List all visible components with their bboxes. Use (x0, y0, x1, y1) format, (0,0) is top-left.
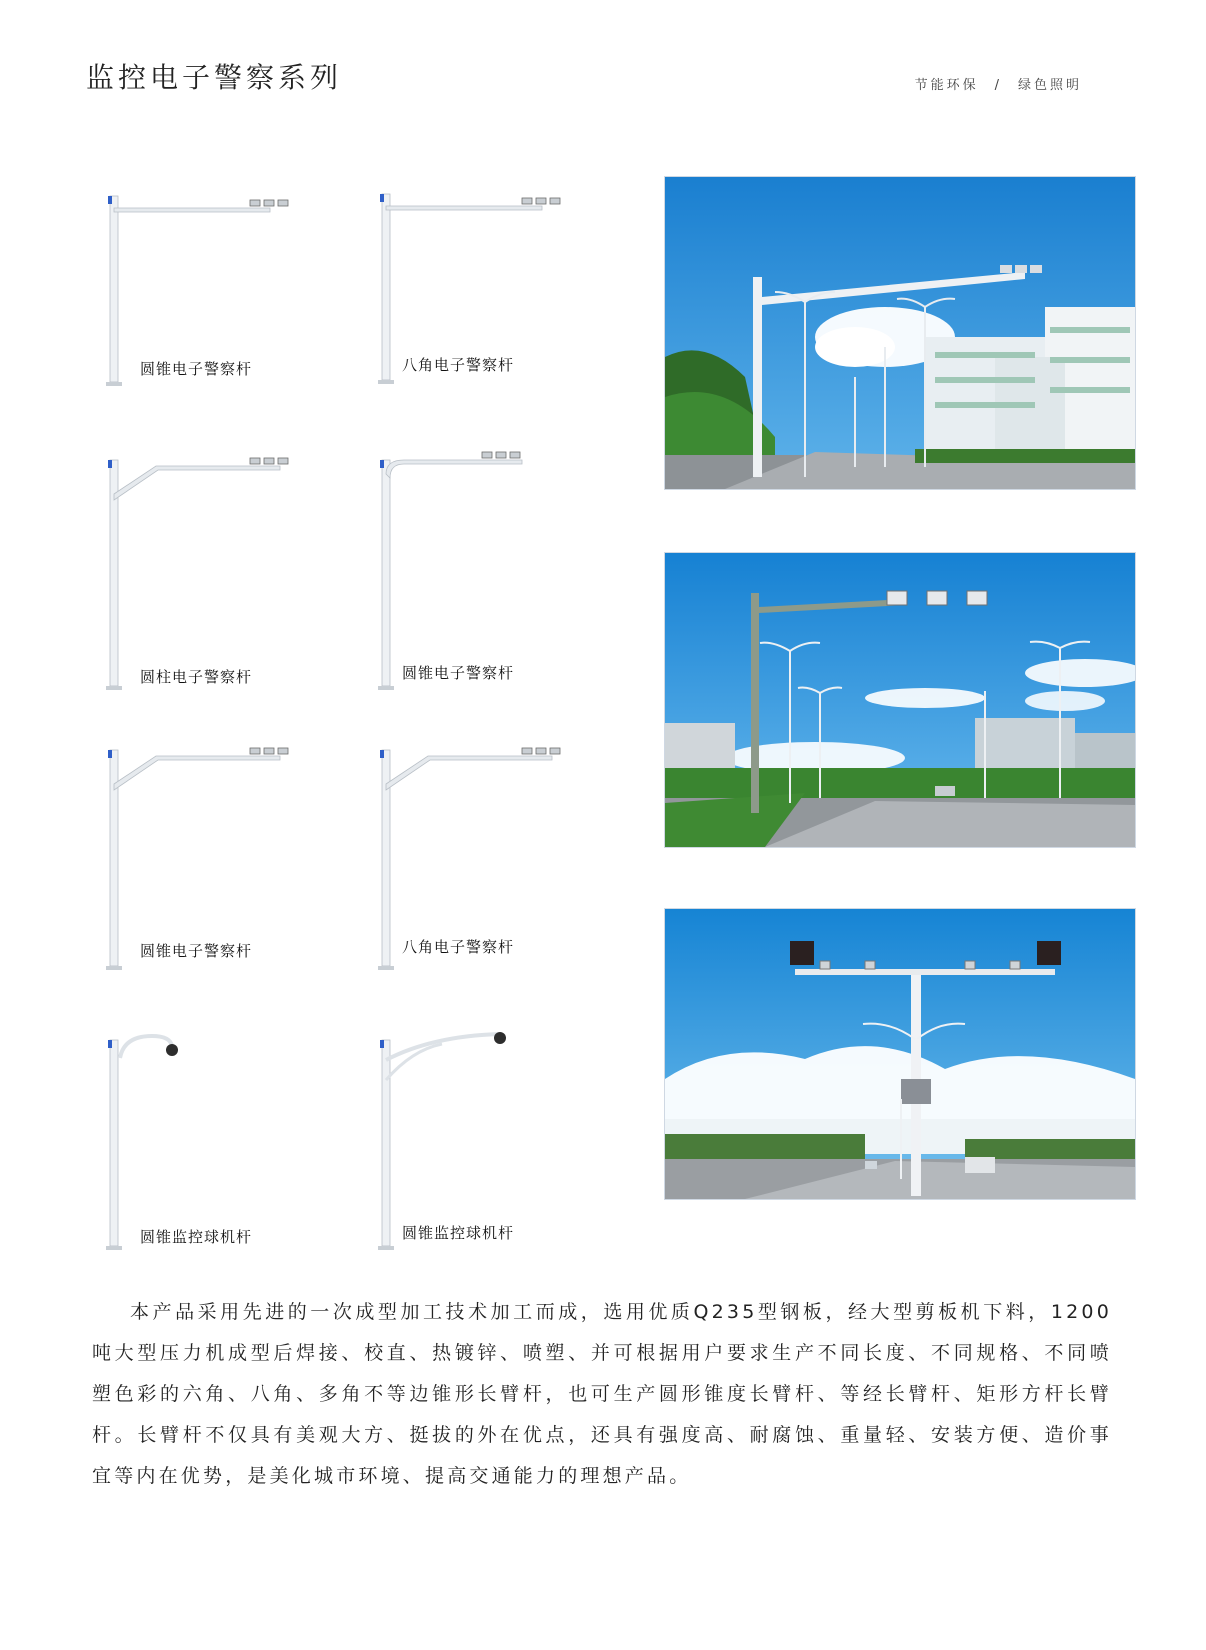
pole-item (372, 740, 612, 980)
pole-item (100, 1030, 340, 1260)
pole-item (372, 184, 612, 394)
photo-street-t-gantry (664, 908, 1136, 1200)
pole-drawing (100, 450, 340, 700)
pole-label: 圆锥电子警察杆 (402, 664, 515, 682)
page-title: 监控电子警察系列 (86, 61, 343, 94)
page-slogan: 节能环保 / 绿色照明 (914, 78, 1082, 93)
pole-label: 圆锥监控球机杆 (140, 1228, 253, 1246)
product-description-text: 本产品采用先进的一次成型加工技术加工而成，选用优质Q235型钢板，经大型剪板机下料，1200吨大型压力机成型后焊接、校直、热镀锌、喷塑、并可根据用户要求生产不同长度、不同规格、不同喷塑色彩的六角、八角、多角不等边锥形长臂杆，也可生产圆形锥度长臂杆、等经长臂杆、矩形方杆长臂杆。长臂杆不仅具有美观大方、挺拔的外在优点，还具有强度高、耐腐蚀、重量轻、安装方便、造价事宜等内在优势，是美化城市环境、提高交通能力的理想产品。 (92, 1301, 1112, 1487)
pole-item (372, 450, 612, 700)
product-description (92, 1292, 1112, 1497)
pole-label: 圆锥电子警察杆 (140, 360, 253, 378)
pole-label: 圆柱电子警察杆 (140, 668, 253, 686)
pole-item (100, 186, 340, 396)
pole-item (100, 740, 340, 980)
pole-label: 圆锥电子警察杆 (140, 942, 253, 960)
photo-street-gantry-three-cameras (664, 552, 1136, 848)
pole-label: 八角电子警察杆 (402, 938, 515, 956)
pole-item (372, 1030, 612, 1260)
pole-label: 圆锥监控球机杆 (402, 1224, 515, 1242)
pole-item (100, 450, 340, 700)
photo-street-gantry-buildings (664, 176, 1136, 490)
pole-label: 八角电子警察杆 (402, 356, 515, 374)
